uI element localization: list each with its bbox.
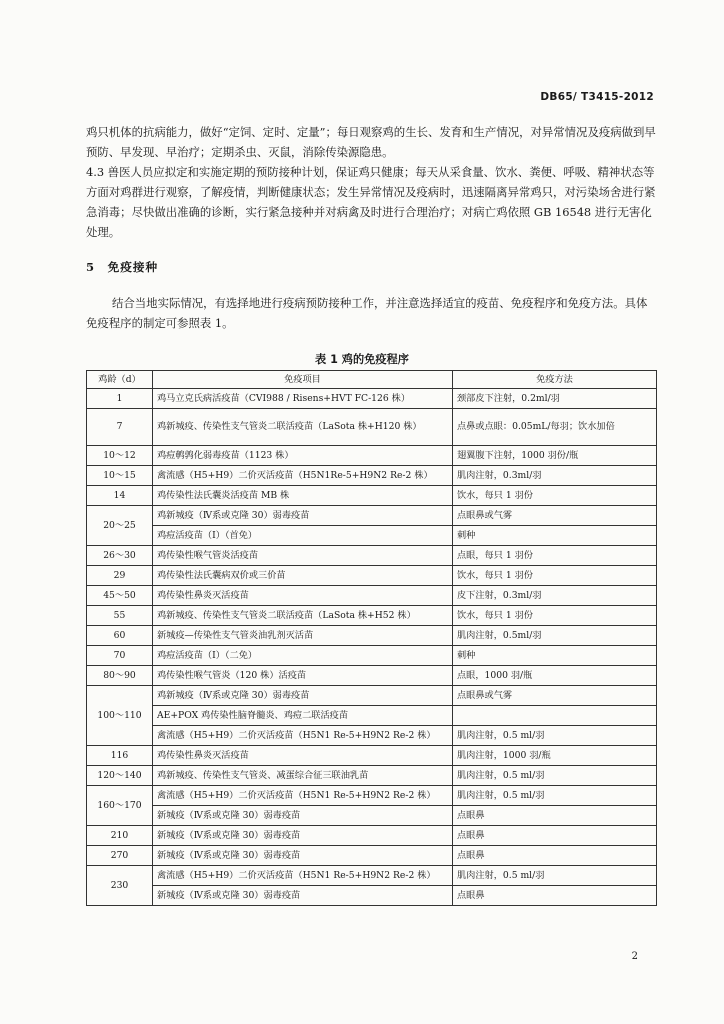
table-row: [87, 846, 657, 866]
cell-vaccine: 鸡马立克氏病活疫苗（CVI988 / Risens+HVT FC-126 株）: [153, 389, 453, 409]
cell-method: 肌肉注射，0.5ml/羽: [453, 626, 657, 646]
cell-vaccine: 新城疫（Ⅳ系或克隆 30）弱毒疫苗: [153, 826, 453, 846]
cell-age: 7: [87, 409, 153, 446]
cell-age: 80～90: [87, 666, 153, 686]
cell-vaccine: 鸡新城疫、传染性支气管炎二联活疫苗（LaSota 株+H52 株）: [153, 606, 453, 626]
cell-age: 160～170: [87, 786, 153, 826]
cell-age: 55: [87, 606, 153, 626]
cell-method: 肌肉注射，0.3ml/羽: [453, 466, 657, 486]
cell-method: 刺种: [453, 646, 657, 666]
table-row: [87, 546, 657, 566]
cell-method: 皮下注射，0.3ml/羽: [453, 586, 657, 606]
cell-method: 翅翼腹下注射，1000 羽份/瓶: [453, 446, 657, 466]
table-row: [87, 686, 657, 706]
paragraph-immunization-intro: 结合当地实际情况，有选择地进行疫病预防接种工作，并注意选择适宜的疫苗、免疫程序和免疫方法。具体免疫程序的制定可参照表 1。: [86, 296, 648, 330]
cell-method: 饮水，每只 1 羽份: [453, 486, 657, 506]
cell-age: 1: [87, 389, 153, 409]
cell-vaccine: AE+POX 鸡传染性脑脊髓炎、鸡痘二联活疫苗: [153, 706, 453, 726]
cell-method: 肌肉注射，0.5 ml/羽: [453, 726, 657, 746]
table-row: [87, 726, 657, 746]
cell-vaccine: 新城疫（Ⅳ系或克隆 30）弱毒疫苗: [153, 806, 453, 826]
cell-vaccine: 禽流感（H5+H9）二价灭活疫苗（H5N1 Re-5+H9N2 Re-2 株）: [153, 786, 453, 806]
cell-method: 点眼，1000 羽/瓶: [453, 666, 657, 686]
cell-age: 20～25: [87, 506, 153, 546]
cell-method: 肌肉注射，0.5 ml/羽: [453, 766, 657, 786]
cell-vaccine: 新城疫（Ⅳ系或克隆 30）弱毒疫苗: [153, 846, 453, 866]
table-row: [87, 806, 657, 826]
document-code: DB65/ T3415-2012: [540, 91, 654, 103]
header-age: 鸡龄（d）: [87, 371, 153, 389]
cell-age: 120～140: [87, 766, 153, 786]
cell-method: 点眼鼻或气雾: [453, 686, 657, 706]
table-row: [87, 466, 657, 486]
table-row: [87, 446, 657, 466]
table-row: [87, 866, 657, 886]
cell-vaccine: 鸡新城疫（Ⅳ系或克隆 30）弱毒疫苗: [153, 686, 453, 706]
section-heading-immunization: 5 免疫接种: [86, 260, 159, 274]
table-row: [87, 746, 657, 766]
paragraph-clause-4-3: 4.3 兽医人员应拟定和实施定期的预防接种计划，保证鸡只健康；每天从采食量、饮水、粪便、呼吸、精神状态等方面对鸡群进行观察，了解疫情，判断健康状态；发生异常情况及疫病时，迅速隔离异常鸡只，对污染场舍进行紧急消毒；尽快做出准确的诊断，实行紧急接种并对病禽及时进行合理治疗；对病亡鸡依照 GB 16548 进行无害化处理。: [86, 165, 656, 239]
cell-method: 点眼鼻或气雾: [453, 506, 657, 526]
cell-method: 饮水，每只 1 羽份: [453, 566, 657, 586]
cell-vaccine: 鸡痘鹌鹑化弱毒疫苗（1123 株）: [153, 446, 453, 466]
table-row: [87, 566, 657, 586]
table-row: [87, 389, 657, 409]
table-row: [87, 606, 657, 626]
cell-age: 10～12: [87, 446, 153, 466]
table-row: [87, 506, 657, 526]
cell-method: [453, 706, 657, 726]
cell-vaccine: 新城疫（Ⅳ系或克隆 30）弱毒疫苗: [153, 886, 453, 906]
table-row: [87, 409, 657, 446]
cell-method: 点眼，每只 1 羽份: [453, 546, 657, 566]
cell-age: 270: [87, 846, 153, 866]
cell-vaccine: 鸡新城疫、传染性支气管炎二联活疫苗（LaSota 株+H120 株）: [153, 409, 453, 446]
table-row: [87, 666, 657, 686]
cell-method: 点眼鼻: [453, 846, 657, 866]
table-row: [87, 766, 657, 786]
cell-method: 点眼鼻: [453, 806, 657, 826]
paragraph-health-management: 鸡只机体的抗病能力，做好“定饲、定时、定量”；每日观察鸡的生长、发育和生产情况，对异常情况及疫病做到早预防、早发现、早治疗；定期杀虫、灭鼠，消除传染源隐患。: [86, 125, 656, 159]
cell-method: 肌肉注射，0.5 ml/羽: [453, 786, 657, 806]
cell-vaccine: 鸡新城疫、传染性支气管炎、减蛋综合征三联油乳苗: [153, 766, 453, 786]
header-method: 免疫方法: [453, 371, 657, 389]
cell-age: 26～30: [87, 546, 153, 566]
cell-age: 70: [87, 646, 153, 666]
table-title: 表 1 鸡的免疫程序: [315, 353, 409, 366]
cell-age: 100～110: [87, 686, 153, 746]
cell-method: 肌肉注射，0.5 ml/羽: [453, 866, 657, 886]
cell-age: 29: [87, 566, 153, 586]
cell-vaccine: 禽流感（H5+H9）二价灭活疫苗（H5N1Re-5+H9N2 Re-2 株）: [153, 466, 453, 486]
table-row: [87, 886, 657, 906]
cell-vaccine: 禽流感（H5+H9）二价灭活疫苗（H5N1 Re-5+H9N2 Re-2 株）: [153, 726, 453, 746]
cell-vaccine: 鸡传染性喉气管炎活疫苗: [153, 546, 453, 566]
cell-age: 210: [87, 826, 153, 846]
immunization-schedule-table: [86, 370, 657, 906]
cell-vaccine: 鸡传染性鼻炎灭活疫苗: [153, 586, 453, 606]
cell-method: 点眼鼻: [453, 826, 657, 846]
cell-method: 肌肉注射，1000 羽/瓶: [453, 746, 657, 766]
cell-vaccine: 鸡传染性鼻炎灭活疫苗: [153, 746, 453, 766]
table-row: [87, 586, 657, 606]
cell-age: 116: [87, 746, 153, 766]
page-number: 2: [631, 951, 638, 962]
cell-vaccine: 鸡传染性喉气管炎（120 株）活疫苗: [153, 666, 453, 686]
cell-method: 颈部皮下注射，0.2ml/羽: [453, 389, 657, 409]
cell-vaccine: 鸡传染性法氏囊炎活疫苗 MB 株: [153, 486, 453, 506]
cell-vaccine: 鸡传染性法氏囊病双价或三价苗: [153, 566, 453, 586]
cell-vaccine: 鸡新城疫（Ⅳ系或克隆 30）弱毒疫苗: [153, 506, 453, 526]
header-vaccine: 免疫项目: [153, 371, 453, 389]
cell-age: 10～15: [87, 466, 153, 486]
cell-age: 60: [87, 626, 153, 646]
table-row: [87, 826, 657, 846]
cell-age: 14: [87, 486, 153, 506]
cell-vaccine: 鸡痘活疫苗（Ⅰ）（二免）: [153, 646, 453, 666]
table-row: [87, 526, 657, 546]
cell-vaccine: 鸡痘活疫苗（Ⅰ）（首免）: [153, 526, 453, 546]
cell-method: 刺种: [453, 526, 657, 546]
cell-method: 点鼻或点眼：0.05mL/每羽；饮水加倍: [453, 409, 657, 446]
table-row: [87, 486, 657, 506]
cell-age: 45～50: [87, 586, 153, 606]
table-header-row: [87, 371, 657, 389]
table-row: [87, 646, 657, 666]
cell-age: 230: [87, 866, 153, 906]
cell-vaccine: 新城疫—传染性支气管炎油乳剂灭活苗: [153, 626, 453, 646]
cell-method: 饮水，每只 1 羽份: [453, 606, 657, 626]
table-row: [87, 626, 657, 646]
cell-method: 点眼鼻: [453, 886, 657, 906]
table-row: [87, 706, 657, 726]
cell-vaccine: 禽流感（H5+H9）二价灭活疫苗（H5N1 Re-5+H9N2 Re-2 株）: [153, 866, 453, 886]
table-row: [87, 786, 657, 806]
